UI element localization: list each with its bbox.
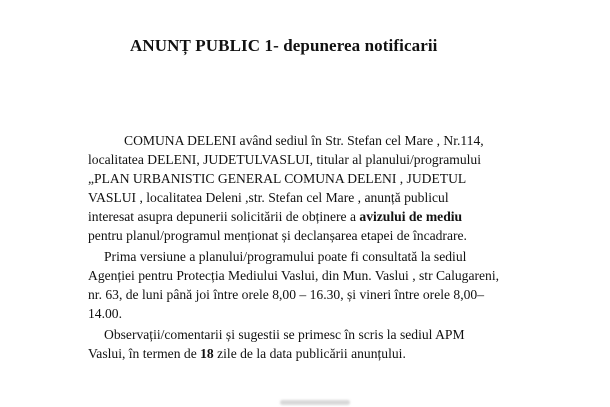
line-text: nr. 63, de luni până joi între orele 8,00 – 16.30, și vineri între orele 8,00– [88, 287, 485, 302]
line-text: pentru planul/programul menționat și declanșarea etapei de încadrare. [88, 228, 467, 243]
body-line [88, 170, 466, 187]
scan-smudge [280, 400, 350, 405]
emphasis-text: 18 [200, 346, 214, 361]
body-line [104, 248, 466, 265]
line-text: Vaslui, în termen de [88, 346, 201, 361]
emphasis-text: avizului de mediu [359, 209, 463, 224]
line-text: zile de la data publicării anunțului. [213, 346, 406, 361]
body-line [88, 305, 122, 322]
body-line [124, 132, 484, 149]
line-text: COMUNA DELENI având sediul în Str. Stefan cel Mare , Nr.114, [124, 133, 484, 148]
body-line [88, 208, 462, 225]
line-text: Observații/comentarii și sugestii se primesc în scris la sediul APM [104, 327, 465, 342]
body-line [104, 326, 465, 343]
body-line [88, 345, 406, 362]
line-text: 14.00. [88, 306, 122, 321]
body-line [88, 151, 481, 168]
document-title: ANUNȚ PUBLIC 1- depunerea notificarii [130, 36, 438, 55]
line-text: Agenției pentru Protecția Mediului Vaslui, din Mun. Vaslui , str Calugareni, [88, 268, 500, 283]
body-line [88, 286, 484, 303]
line-text: localitatea DELENI, JUDETULVASLUI, titular al planului/programului [88, 152, 482, 167]
body-line [88, 267, 499, 284]
line-text: VASLUI , localitatea Deleni ,str. Stefan cel Mare , anunță publicul [88, 190, 449, 205]
body-line [88, 189, 449, 206]
body-line [88, 227, 467, 244]
line-text: interesat asupra depunerii solicitării de obținere a [88, 209, 360, 224]
line-text: Prima versiune a planului/programului poate fi consultată la sediul [104, 249, 467, 264]
line-text: „PLAN URBANISTIC GENERAL COMUNA DELENI , JUDETUL [88, 171, 467, 186]
